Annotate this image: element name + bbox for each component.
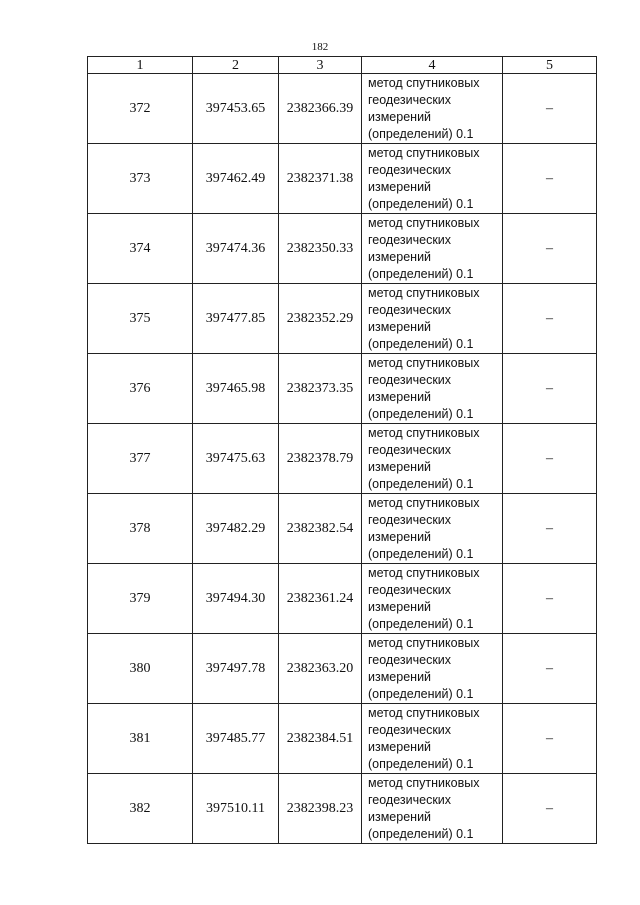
point-number-cell: 379 [88, 564, 193, 634]
method-cell [362, 214, 503, 284]
table-row [88, 284, 597, 354]
y-coordinate-cell: 2382361.24 [279, 564, 362, 634]
table-row [88, 424, 597, 494]
method-cell [362, 494, 503, 564]
method-line: (определений) 0.1 [368, 616, 474, 631]
table-row [88, 494, 597, 564]
method-line: (определений) 0.1 [368, 406, 474, 421]
method-line: метод спутниковых [368, 285, 480, 300]
table-body [88, 74, 597, 844]
method-cell [362, 74, 503, 144]
method-line: метод спутниковых [368, 565, 480, 580]
method-line: геодезических [368, 512, 452, 527]
method-line: измерений [368, 249, 432, 264]
table-row [88, 214, 597, 284]
y-coordinate-cell: 2382363.20 [279, 634, 362, 704]
method-line: геодезических [368, 372, 452, 387]
method-line: геодезических [368, 92, 452, 107]
note-cell: – [503, 284, 597, 354]
table-row [88, 774, 597, 844]
note-cell: – [503, 634, 597, 704]
method-cell [362, 634, 503, 704]
column-header-2: 2 [193, 57, 279, 74]
method-line: метод спутниковых [368, 215, 480, 230]
point-number-cell: 374 [88, 214, 193, 284]
note-cell: – [503, 704, 597, 774]
method-line: (определений) 0.1 [368, 546, 474, 561]
note-cell: – [503, 774, 597, 844]
method-line: метод спутниковых [368, 635, 480, 650]
method-line: геодезических [368, 232, 452, 247]
x-coordinate-cell: 397485.77 [193, 704, 279, 774]
table-row [88, 634, 597, 704]
y-coordinate-cell: 2382382.54 [279, 494, 362, 564]
coordinates-table [87, 56, 597, 844]
column-header-4: 4 [362, 57, 503, 74]
method-line: метод спутниковых [368, 145, 480, 160]
x-coordinate-cell: 397474.36 [193, 214, 279, 284]
method-line: измерений [368, 809, 432, 824]
note-cell: – [503, 564, 597, 634]
method-line: измерений [368, 179, 432, 194]
method-line: измерений [368, 529, 432, 544]
x-coordinate-cell: 397475.63 [193, 424, 279, 494]
note-cell: – [503, 74, 597, 144]
point-number-cell: 377 [88, 424, 193, 494]
method-line: метод спутниковых [368, 705, 480, 720]
method-line: геодезических [368, 652, 452, 667]
note-cell: – [503, 424, 597, 494]
method-line: геодезических [368, 722, 452, 737]
point-number-cell: 380 [88, 634, 193, 704]
method-line: измерений [368, 599, 432, 614]
note-cell: – [503, 214, 597, 284]
x-coordinate-cell: 397465.98 [193, 354, 279, 424]
method-line: метод спутниковых [368, 355, 480, 370]
method-cell [362, 354, 503, 424]
method-line: (определений) 0.1 [368, 756, 474, 771]
note-cell: – [503, 494, 597, 564]
x-coordinate-cell: 397497.78 [193, 634, 279, 704]
method-cell [362, 424, 503, 494]
method-line: метод спутниковых [368, 425, 480, 440]
column-header-1: 1 [88, 57, 193, 74]
method-line: метод спутниковых [368, 495, 480, 510]
point-number-cell: 372 [88, 74, 193, 144]
note-cell: – [503, 144, 597, 214]
table-row [88, 704, 597, 774]
y-coordinate-cell: 2382350.33 [279, 214, 362, 284]
column-header-3: 3 [279, 57, 362, 74]
point-number-cell: 373 [88, 144, 193, 214]
method-line: геодезических [368, 792, 452, 807]
method-line: измерений [368, 109, 432, 124]
method-cell [362, 774, 503, 844]
table-row [88, 354, 597, 424]
point-number-cell: 382 [88, 774, 193, 844]
point-number-cell: 376 [88, 354, 193, 424]
y-coordinate-cell: 2382371.38 [279, 144, 362, 214]
y-coordinate-cell: 2382373.35 [279, 354, 362, 424]
method-line: измерений [368, 319, 432, 334]
x-coordinate-cell: 397462.49 [193, 144, 279, 214]
method-line: измерений [368, 389, 432, 404]
column-header-5: 5 [503, 57, 597, 74]
point-number-cell: 375 [88, 284, 193, 354]
table-row [88, 564, 597, 634]
method-line: метод спутниковых [368, 775, 480, 790]
method-line: (определений) 0.1 [368, 686, 474, 701]
method-cell [362, 564, 503, 634]
method-cell [362, 704, 503, 774]
table-row [88, 144, 597, 214]
method-line: измерений [368, 669, 432, 684]
method-line: (определений) 0.1 [368, 196, 474, 211]
method-line: измерений [368, 739, 432, 754]
method-line: геодезических [368, 582, 452, 597]
x-coordinate-cell: 397482.29 [193, 494, 279, 564]
method-cell [362, 284, 503, 354]
x-coordinate-cell: 397494.30 [193, 564, 279, 634]
method-line: (определений) 0.1 [368, 476, 474, 491]
method-line: геодезических [368, 442, 452, 457]
method-line: (определений) 0.1 [368, 266, 474, 281]
note-cell: – [503, 354, 597, 424]
method-line: геодезических [368, 162, 452, 177]
table-row [88, 74, 597, 144]
method-line: (определений) 0.1 [368, 336, 474, 351]
method-line: (определений) 0.1 [368, 126, 474, 141]
x-coordinate-cell: 397510.11 [193, 774, 279, 844]
method-line: геодезических [368, 302, 452, 317]
point-number-cell: 378 [88, 494, 193, 564]
page-number: 182 [311, 41, 329, 53]
x-coordinate-cell: 397453.65 [193, 74, 279, 144]
point-number-cell: 381 [88, 704, 193, 774]
method-line: измерений [368, 459, 432, 474]
method-line: метод спутниковых [368, 75, 480, 90]
method-cell [362, 144, 503, 214]
method-line: (определений) 0.1 [368, 826, 474, 841]
y-coordinate-cell: 2382366.39 [279, 74, 362, 144]
y-coordinate-cell: 2382352.29 [279, 284, 362, 354]
y-coordinate-cell: 2382398.23 [279, 774, 362, 844]
y-coordinate-cell: 2382384.51 [279, 704, 362, 774]
y-coordinate-cell: 2382378.79 [279, 424, 362, 494]
table-header-row [88, 57, 597, 74]
x-coordinate-cell: 397477.85 [193, 284, 279, 354]
